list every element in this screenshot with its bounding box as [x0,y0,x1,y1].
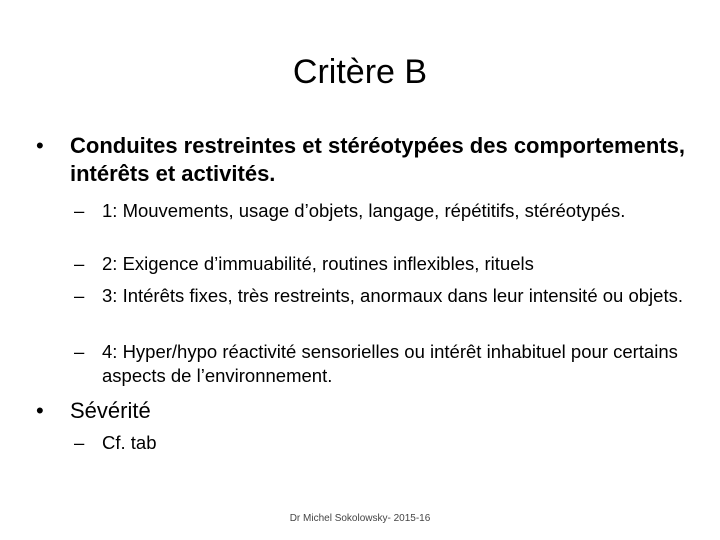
sub-item-text: 2: Exigence d’immuabilité, routines inflexibles, rituels [102,253,534,274]
dash-marker: – [74,200,85,221]
sub-item-text: 3: Intérêts fixes, très restreints, anormaux dans leur intensité ou objets. [102,285,683,306]
sub-item [74,252,694,276]
sub-item [74,284,694,308]
bullet-item [36,132,686,188]
dash-marker: – [74,285,85,306]
bullet-marker: • [36,133,44,158]
dash-marker: – [74,253,85,274]
bullet-text: Conduites restreintes et stéréotypées des comportements, intérêts et activités. [70,133,685,186]
sub-item-text: Cf. tab [102,432,157,453]
slide-title: Critère B [292,53,428,91]
sub-item-text: 4: Hyper/hypo réactivité sensorielles ou intérêt inhabituel pour certains aspects de l’environnement. [102,341,678,386]
slide-footer: Dr Michel Sokolowsky- 2015-16 [289,513,431,524]
sub-item-text: 1: Mouvements, usage d’objets, langage, répétitifs, stéréotypés. [102,200,626,221]
dash-marker: – [74,432,85,453]
bullet-marker: • [36,398,44,423]
bullet-text: Sévérité [70,398,151,423]
sub-item [74,340,694,387]
bullet-item [36,397,686,425]
sub-item [74,199,694,223]
dash-marker: – [74,341,85,362]
sub-item [74,431,694,455]
